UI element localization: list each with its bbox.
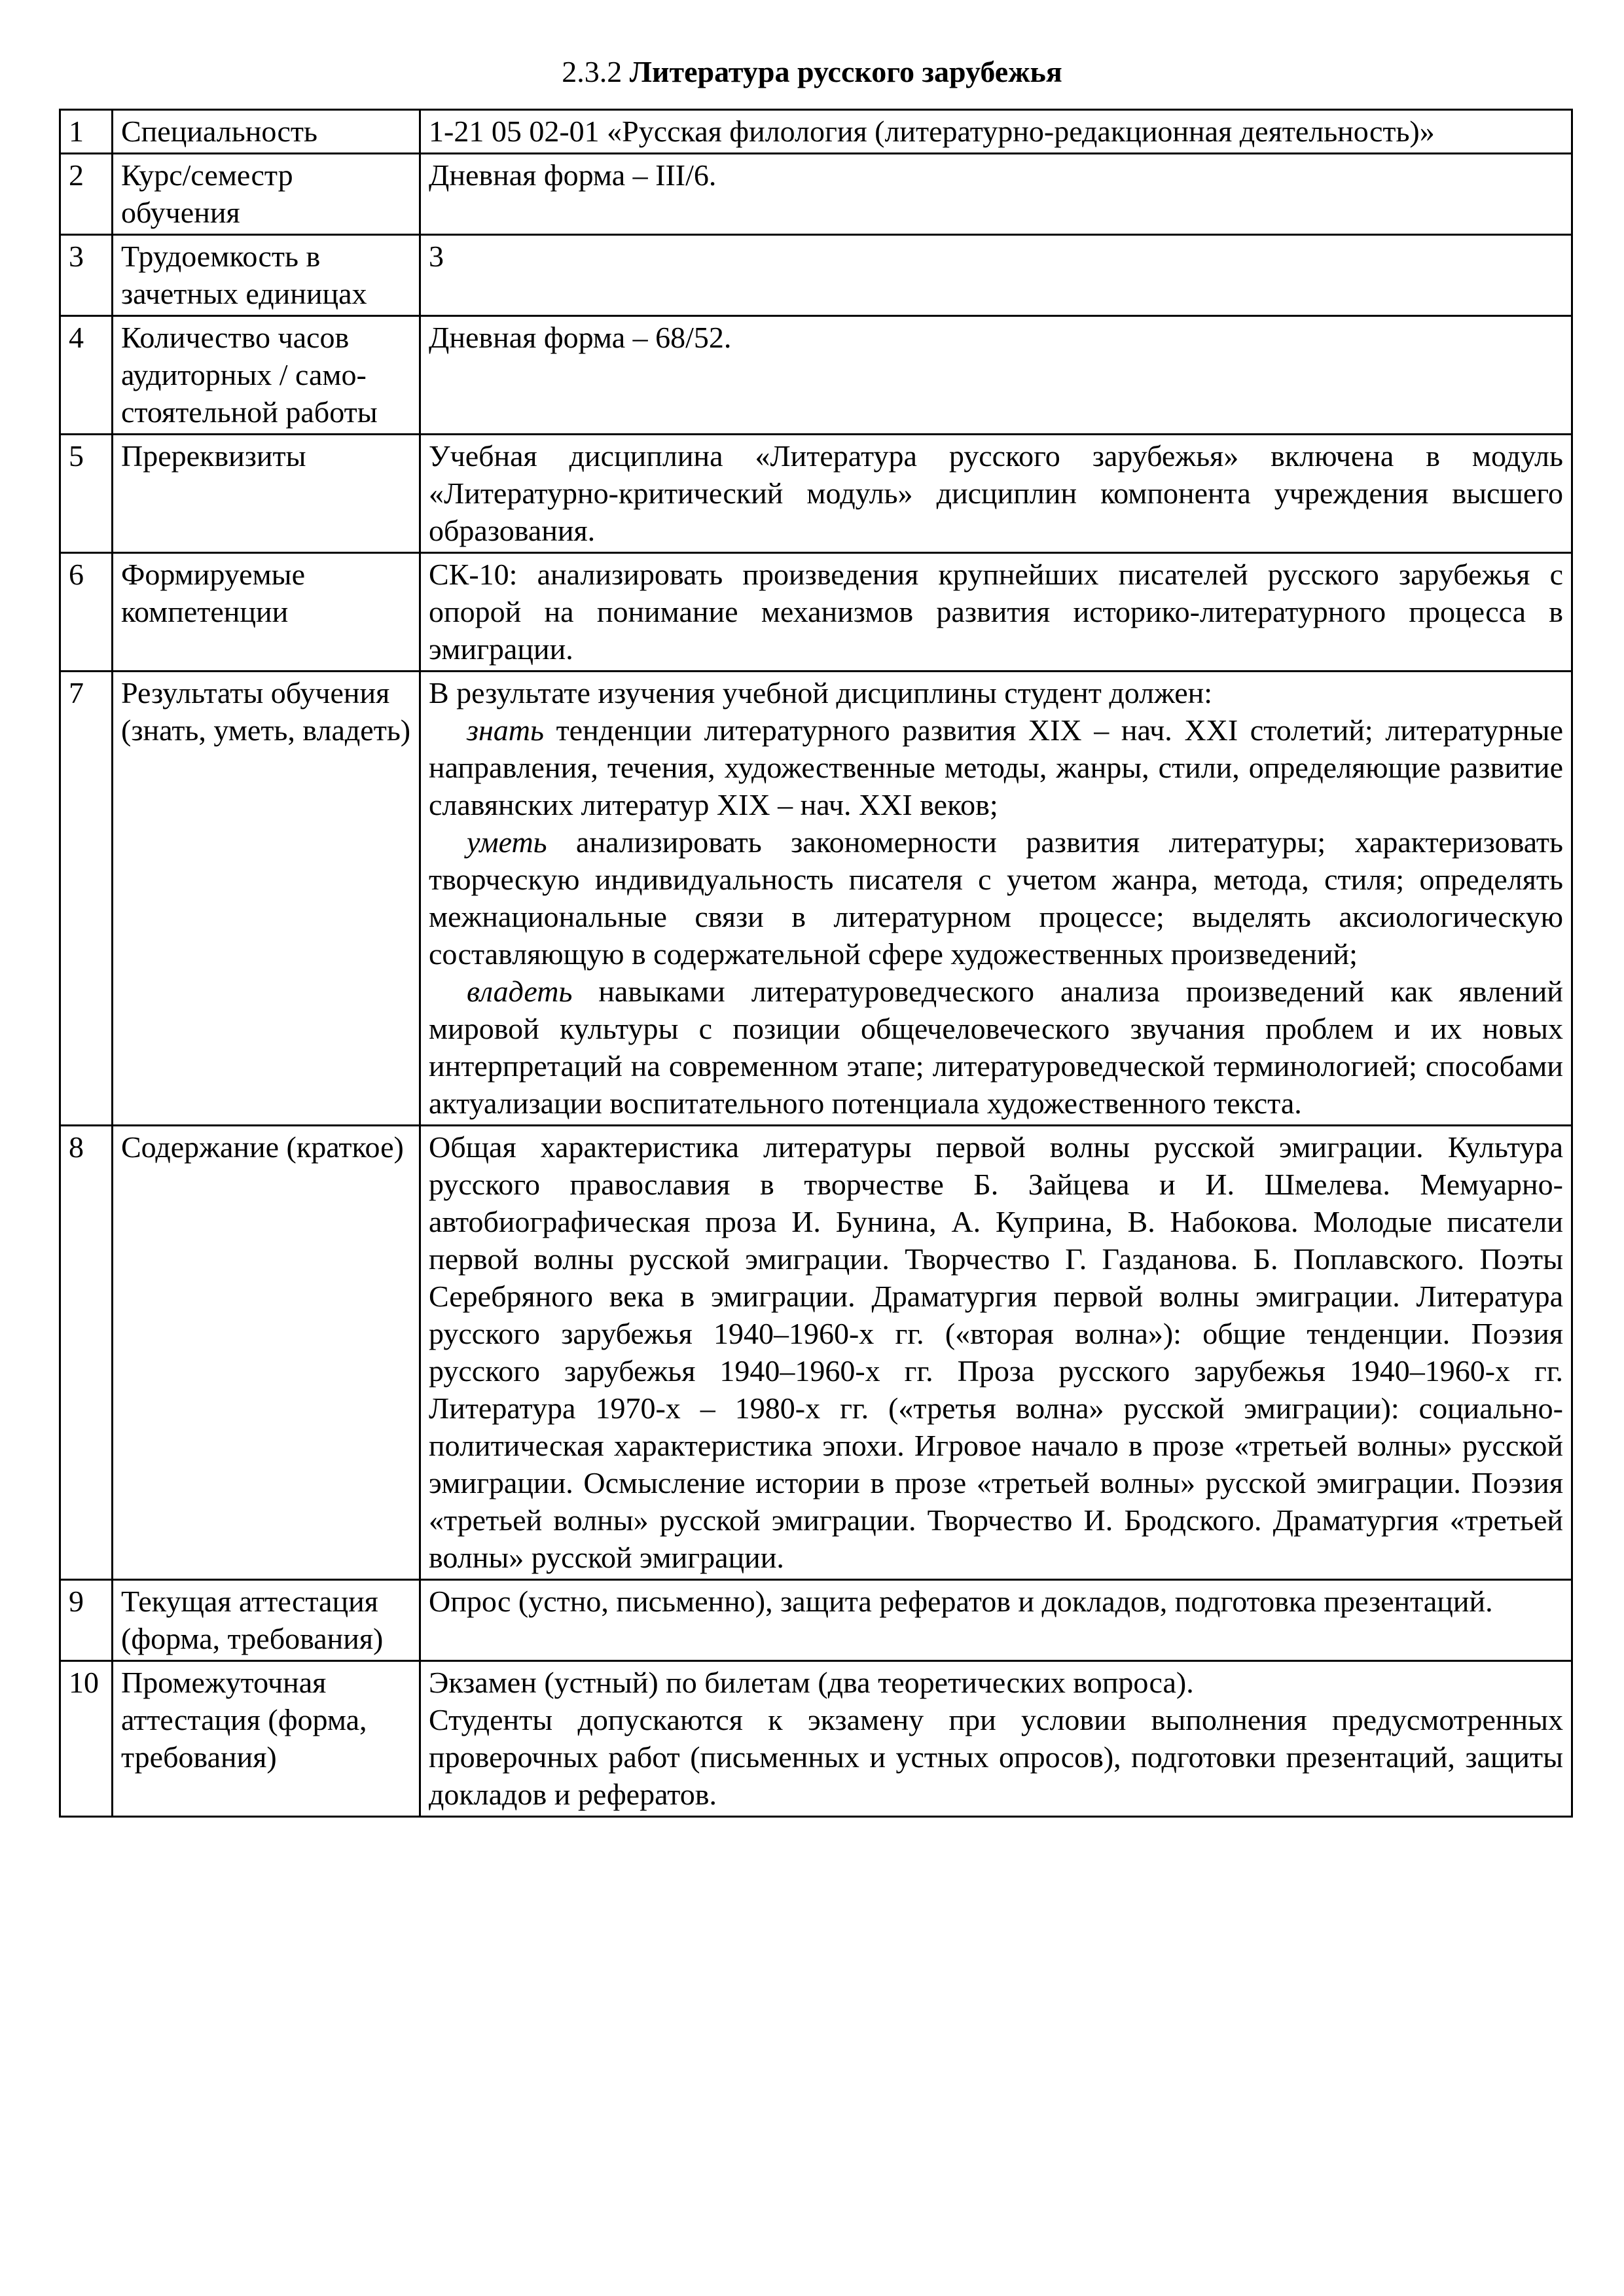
row-number: 4 [60,316,113,435]
own-text: навыками литературоведческого анализа произведений как явлений мировой культуры с позиции общечеловеческого звучания проблем и их новых интерпретаций на современном этапе; литературоведческой терминологией; способами актуализации воспитательного потенциала художественного текста. [429,975,1563,1120]
learning-intro: В результате изучения учебной дисциплины студент должен: [429,676,1213,709]
row-value [420,672,1572,1126]
row-number: 6 [60,553,113,672]
row-value: Общая характеристика литературы первой волны русской эмиграции. Культура русского православия в творчестве Б. Зайцева и И. Шмелева. Мемуарно-автобиографическая проза И. Бунина, А. Куприна, В. Набокова. Молодые писатели первой волны русской эмиграции. Творчество Г. Газданова. Б. Поплавского. Поэты Серебряного века в эмиграции. Драматургия первой волны эмиграции. Литература русского зарубежья 1940–1960-х гг. («вторая волна»): общие тенденции. Поэзия русского зарубежья 1940–1960-х гг. Проза русского зарубежья 1940–1960-х гг. Литература 1970-х – 1980-х гг. («третья волна» русской эмиграции): социально-политическая характеристика эпохи. Игровое начало в прозе «третьей волны» русской эмиграции. Осмысление истории в прозе «третьей волны» русской эмиграции. Поэзия «третьей волны» русской эмиграции. Творчество И. Бродского. Драматургия «третьей волны» русской эмиграции. [420,1126,1572,1580]
row-value: 1-21 05 02-01 «Русская филология (литературно-редакционная деятельность)» [420,110,1572,154]
table-row [60,110,1572,154]
row-value [420,1661,1572,1817]
row-number: 10 [60,1661,113,1817]
exam-admission: Студенты допускаются к экзамену при условии выполнения предусмотренных проверочных работ (письменных и устных опросов), подготовки презентаций, защиты докладов и рефератов. [429,1703,1563,1811]
learning-can [429,823,1563,973]
row-number: 1 [60,110,113,154]
row-number: 2 [60,154,113,235]
discipline-table [59,109,1573,1818]
row-label: Текущая аттестация (форма, требования) [113,1580,420,1661]
page-title [0,54,1624,90]
row-number: 5 [60,435,113,553]
table-row [60,1580,1572,1661]
know-keyword: знать [467,713,544,747]
table-row [60,435,1572,553]
row-number: 3 [60,235,113,316]
row-label: Результаты обучения (знать, уметь, владеть) [113,672,420,1126]
row-value: Учебная дисциплина «Литература русского зарубежья» включена в модуль «Литературно-критический модуль» дисциплин компонента учреждения высшего образования. [420,435,1572,553]
row-value: СК-10: анализировать произведения крупнейших писателей русского зарубежья с опорой на понимание механизмов развития историко-литературного процесса в эмиграции. [420,553,1572,672]
table-row [60,672,1572,1126]
table-row [60,1126,1572,1580]
exam-format: Экзамен (устный) по билетам (два теоретических вопроса). [429,1666,1194,1699]
table-row [60,1661,1572,1817]
row-label: Пререквизиты [113,435,420,553]
row-label: Специальность [113,110,420,154]
know-text: тенденции литературного развития XIX – нач. XXI столетий; литературные направления, течения, художественные методы, жанры, стили, определяющие развитие славянских литератур XIX – нач. XXI веков; [429,713,1563,821]
row-label: Формируемые компетенции [113,553,420,672]
row-label: Количество часов аудиторных / само-стоятельной работы [113,316,420,435]
row-label: Курс/семестр обучения [113,154,420,235]
learning-know [429,711,1563,823]
row-label: Трудоемкость в зачетных единицах [113,235,420,316]
row-label: Промежуточная аттестация (форма, требования) [113,1661,420,1817]
table-row [60,235,1572,316]
row-number: 7 [60,672,113,1126]
row-number: 8 [60,1126,113,1580]
table-row [60,553,1572,672]
section-number: 2.3.2 [562,55,623,88]
learning-own [429,973,1563,1122]
can-keyword: уметь [467,825,547,859]
row-value: Дневная форма – 68/52. [420,316,1572,435]
table-row [60,154,1572,235]
can-text: анализировать закономерности развития литературы; характеризовать творческую индивидуальность писателя с учетом жанра, метода, стиля; определять межнациональные связи в литературном процессе; выделять аксиологическую составляющую в содержательной сфере художественных произведений; [429,825,1563,971]
row-value: 3 [420,235,1572,316]
row-number: 9 [60,1580,113,1661]
row-value: Опрос (устно, письменно), защита рефератов и докладов, подготовка презентаций. [420,1580,1572,1661]
row-label: Содержание (краткое) [113,1126,420,1580]
row-value: Дневная форма – III/6. [420,154,1572,235]
table-row [60,316,1572,435]
section-title: Литература русского зарубежья [629,55,1062,88]
own-keyword: владеть [467,975,573,1008]
